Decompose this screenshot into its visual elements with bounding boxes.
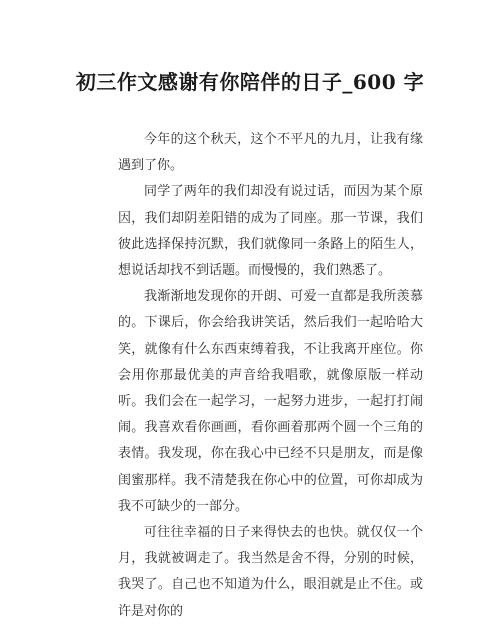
paragraph: 今年的这个秋天，这个不平凡的九月，让我有缘遇到了你。 xyxy=(118,132,423,174)
paragraph: 可往往幸福的日子来得快去的也快。就仅仅一个月，我就被调走了。我当然是舍不得，分别的时候，我哭了。自己也不知道为什么，眼泪就是止不住。或许是对你的 xyxy=(118,525,423,619)
paragraph: 我渐渐地发现你的开朗、可爱一直都是我所羡慕的。下课后，你会给我讲笑话，然后我们一起哈哈大笑，就像有什么东西束缚着我，不让我离开座位。你会用你那最优美的声音给我唱歌，就像原版一样动听。我们会在一起学习，一起努力进步，一起打打闹闹。我喜欢看你画画，看你画着那两个圆一个三角的表情。我发现，你在我心中已经不只是朋友，而是像闺蜜那样。我不清楚我在你心中的位置，可你却成为我不可缺少的一部分。 xyxy=(118,289,423,514)
document-title: 初三作文感谢有你陪伴的日子_600 字 xyxy=(75,70,425,94)
paragraph: 同学了两年的我们却没有说过话，而因为某个原因，我们却阴差阳错的成为了同座。那一节课，我们彼此选择保持沉默，我们就像同一条路上的陌生人，想说话却找不到话题。而慢慢的，我们熟悉了。 xyxy=(118,184,423,279)
document-body xyxy=(118,127,423,625)
